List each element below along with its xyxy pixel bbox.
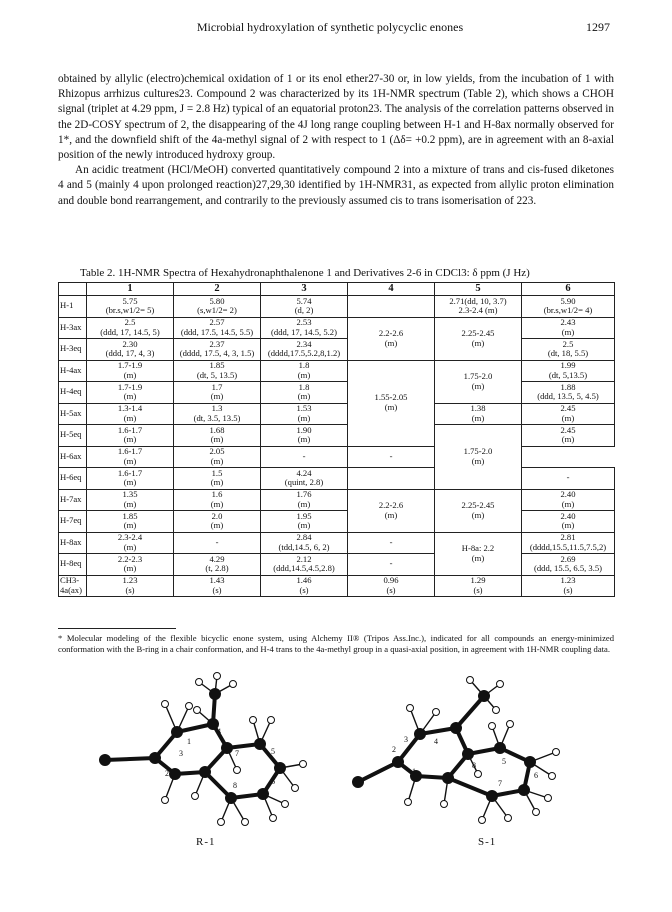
footnote: * Molecular modeling of the flexible bicyclic enone system, using Alchemy II® (Tripos Ass.Inc.), indicated for all compounds an energy-minimized conformation with the B-ring in a chair conformation, and H-4 trans to the 4a-methyl group in a quasi-axial position, in agreement with 1H-NMR coupling data. (58, 633, 614, 654)
atom-label: 8 (233, 781, 237, 790)
atom-label: 3 (404, 735, 408, 744)
row-label: H-5ax (59, 403, 87, 425)
table-cell: 2.0 (m) (174, 511, 261, 533)
column-header: 3 (261, 283, 348, 296)
row-label: H-3ax (59, 317, 87, 339)
atom-label: 1 (412, 767, 416, 776)
figure-label-s1: S-1 (478, 836, 497, 848)
table-cell: - (522, 468, 615, 490)
table-row (59, 489, 615, 511)
atom-label: 2 (165, 769, 169, 778)
table-cell: 2.69 (ddd, 15.5, 6.5, 3.5) (522, 554, 615, 576)
column-header: 2 (174, 283, 261, 296)
table-cell: 1.55-2.05 (m) (348, 360, 435, 446)
figure-label-r1: R-1 (196, 836, 216, 848)
table-cell: 1.7 (m) (174, 382, 261, 404)
table-cell: 2.40 (m) (522, 511, 615, 533)
table-row (59, 317, 615, 339)
table-cell: 2.5 (ddd, 17, 14.5, 5) (87, 317, 174, 339)
row-label: H-1 (59, 296, 87, 318)
table-row (59, 468, 615, 490)
table-cell: - (348, 554, 435, 576)
table-cell: 1.75-2.0 (m) (435, 360, 522, 403)
table-cell: 2.25-2.45 (m) (435, 317, 522, 360)
table-row (59, 511, 615, 533)
table-cell: 2.40 (m) (522, 489, 615, 511)
table-cell: 1.23 (s) (522, 575, 615, 597)
row-label: H-7ax (59, 489, 87, 511)
table-cell: 5.75 (br.s,w1/2= 5) (87, 296, 174, 318)
table-cell: 1.3-1.4 (m) (87, 403, 174, 425)
table-row (59, 575, 615, 597)
table-cell: 1.7-1.9 (m) (87, 382, 174, 404)
table-cell: 2.84 (tdd,14.5, 6, 2) (261, 532, 348, 554)
row-label: CH3- 4a(ax) (59, 575, 87, 597)
column-header: 5 (435, 283, 522, 296)
table-cell: 2.05 (m) (174, 446, 261, 468)
nmr-table (58, 282, 615, 597)
table-row (59, 532, 615, 554)
header-blank (59, 283, 87, 296)
paragraph-1: obtained by allylic (electro)chemical oxidation of 1 or its enol ether27-30 or, in low yields, from the incubation of 1 with Rhizopus arrhizus cultures23. Compound 2 was characterized by its 1H-NMR spectrum (Table 2), which shows a CHOH signal (triplet at 4.29 ppm, J = 2.8 Hz) typical of an equatorial proton23. The analysis of the correlation patterns observed in the 2D-COSY spectrum of 2, the disappearing of the 4J long range coupling between H-1 and H-8ax normally observed for 1*, and the downfield shift of the 4a-methyl signal of 2 with respect to 1 (Δδ= +0.2 ppm), are in agreement with an 8-axial position of the newly introduced hydroxy group. (58, 73, 614, 162)
atom-label: 7 (498, 779, 502, 788)
table-cell: 1.6 (m) (174, 489, 261, 511)
table-cell (348, 296, 435, 318)
table-cell: 5.90 (br.s,w1/2= 4) (522, 296, 615, 318)
table-row (59, 296, 615, 318)
table-cell: 0.96 (s) (348, 575, 435, 597)
atom-label: 4 (434, 737, 438, 746)
table-row (59, 425, 615, 447)
table-cell: 1.8 (m) (261, 360, 348, 382)
table-cell: - (348, 532, 435, 554)
table-cell: 2.57 (ddd, 17.5, 14.5, 5.5) (174, 317, 261, 339)
table-cell: H-8a: 2.2 (m) (435, 532, 522, 575)
table-cell: 2.30 (ddd, 17, 4, 3) (87, 339, 174, 361)
table-cell: 5.74 (d, 2) (261, 296, 348, 318)
molecule-r1-figure (95, 672, 315, 832)
table-cell: 1.68 (m) (174, 425, 261, 447)
table-cell: 1.3 (dt, 3.5, 13.5) (174, 403, 261, 425)
table-cell: 2.45 (m) (522, 425, 615, 447)
atom-label: 6 (271, 777, 275, 786)
table-cell: 1.53 (m) (261, 403, 348, 425)
atom-label: 7 (235, 749, 239, 758)
table-cell: 1.43 (s) (174, 575, 261, 597)
row-label: H-4eq (59, 382, 87, 404)
atom-label: 1 (187, 737, 191, 746)
table-cell: 1.5 (m) (174, 468, 261, 490)
row-label: H-7eq (59, 511, 87, 533)
running-title: Microbial hydroxylation of synthetic polycyclic enones (196, 20, 464, 34)
table-cell: 1.76 (m) (261, 489, 348, 511)
table-cell: 1.23 (s) (87, 575, 174, 597)
table-cell: 1.95 (m) (261, 511, 348, 533)
atom-label: 6 (534, 771, 538, 780)
table-cell: 1.88 (ddd, 13.5, 5, 4.5) (522, 382, 615, 404)
table-cell: - (348, 446, 435, 468)
page-number: 1297 (586, 20, 610, 34)
table-cell: 2.12 (ddd,14.5,4.5,2.8) (261, 554, 348, 576)
table-cell: 1.46 (s) (261, 575, 348, 597)
table-cell: 1.38 (m) (435, 403, 522, 425)
table-cell: 2.37 (dddd, 17.5, 4, 3, 1.5) (174, 339, 261, 361)
row-label: H-4ax (59, 360, 87, 382)
table-row (59, 403, 615, 425)
table-cell: 1.85 (dt, 5, 13.5) (174, 360, 261, 382)
table-cell: 4.29 (t, 2.8) (174, 554, 261, 576)
table-cell (348, 468, 435, 490)
table-cell: - (261, 446, 348, 468)
row-label: H-6ax (59, 446, 87, 468)
table-cell: 1.6-1.7 (m) (87, 446, 174, 468)
table-row (59, 382, 615, 404)
table-cell: 2.3-2.4 (m) (87, 532, 174, 554)
table-cell: 1.7-1.9 (m) (87, 360, 174, 382)
row-label: H-8ax (59, 532, 87, 554)
table-cell: 2.53 (ddd, 17, 14.5, 5.2) (261, 317, 348, 339)
table-cell: 1.99 (dt, 5,13.5) (522, 360, 615, 382)
table-cell: 1.6-1.7 (m) (87, 425, 174, 447)
paragraph-2: An acidic treatment (HCl/MeOH) converted quantitatively compound 2 into a mixture of trans and cis-fused diketones 4 and 5 (mainly 4 upon prolonged reaction)27,29,30 identified by 1H-NMR31, as expected from allylic proton elimination and double bond rearrangement, and contrarily to the previously assumed cis to trans isomerisation of 223. (58, 164, 614, 207)
column-header: 4 (348, 283, 435, 296)
running-header (50, 20, 610, 35)
atom-label: 5 (502, 757, 506, 766)
atom-label: 2 (392, 745, 396, 754)
table-cell: 1.6-1.7 (m) (87, 468, 174, 490)
table-cell: 5.80 (s,w1/2= 2) (174, 296, 261, 318)
body-text (58, 72, 614, 209)
table-cell: 2.2-2.6 (m) (348, 489, 435, 532)
atom-label: 5 (271, 747, 275, 756)
table-cell: 2.45 (m) (522, 403, 615, 425)
row-label: H-5eq (59, 425, 87, 447)
table-cell: 4.24 (quint, 2.8) (261, 468, 348, 490)
table-cell: 2.34 (dddd,17.5,5.2,8,1.2) (261, 339, 348, 361)
molecule-s1-figure (352, 672, 582, 832)
table-cell: 1.35 (m) (87, 489, 174, 511)
atom-label: 4 (217, 727, 221, 736)
table-cell: 1.8 (m) (261, 382, 348, 404)
table-cell: 2.71(dd, 10, 3.7) 2.3-2.4 (m) (435, 296, 522, 318)
table-cell: 2.2-2.3 (m) (87, 554, 174, 576)
table-row (59, 339, 615, 361)
table-row (59, 360, 615, 382)
row-label: H-3eq (59, 339, 87, 361)
table-row (59, 554, 615, 576)
column-header: 1 (87, 283, 174, 296)
table-cell: 1.75-2.0 (m) (435, 425, 522, 490)
row-label: H-6eq (59, 468, 87, 490)
table-cell: 2.81 (dddd,15.5,11.5,7.5,2) (522, 532, 615, 554)
table-cell: 2.5 (dt, 18, 5.5) (522, 339, 615, 361)
atom-label: 3 (179, 749, 183, 758)
table-header-row (59, 283, 615, 296)
table-cell: - (174, 532, 261, 554)
table-cell: 2.2-2.6 (m) (348, 317, 435, 360)
table-cell: 2.43 (m) (522, 317, 615, 339)
column-header: 6 (522, 283, 615, 296)
table-cell: 1.85 (m) (87, 511, 174, 533)
table-caption: Table 2. 1H-NMR Spectra of Hexahydronaphthalenone 1 and Derivatives 2-6 in CDCl3: δ ppm (J Hz) (80, 267, 530, 279)
table-cell: 1.29 (s) (435, 575, 522, 597)
footnote-rule (58, 628, 176, 629)
table-row (59, 446, 615, 468)
table-cell: 1.90 (m) (261, 425, 348, 447)
row-label: H-8eq (59, 554, 87, 576)
table-cell: 2.25-2.45 (m) (435, 489, 522, 532)
atom-label: 8 (472, 761, 476, 770)
